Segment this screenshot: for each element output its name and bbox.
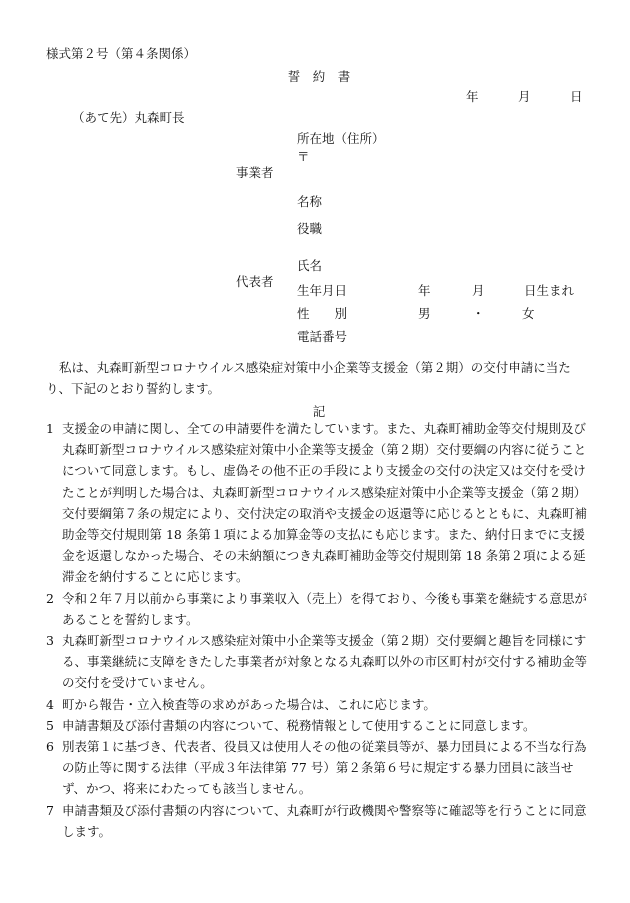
date-month-label: 月 [518, 89, 531, 104]
sex-label: 性 別 [297, 306, 348, 321]
ki-heading: 記 [312, 404, 326, 419]
pledge-number: 7 [46, 802, 54, 818]
pledge-text: 町から報告・立入検査等の求めがあった場合は、これに応じます。 [62, 696, 436, 712]
pledge-text: 申請書類及び添付書類の内容について、丸森町が行政機関や警察等に確認等を行うことに同意します。 [62, 802, 587, 839]
company-name-label: 名称 [297, 194, 323, 209]
position-label: 役職 [297, 221, 323, 236]
intro-paragraph: 私は、丸森町新型コロナウイルス感染症対策中小企業等支援金（第２期）の交付申請に当たり、下記のとおり誓約します。 [46, 360, 571, 396]
birth-month-label: 月 [472, 283, 485, 298]
pledge-text: 申請書類及び添付書類の内容について、税務情報として使用することに同意します。 [62, 717, 536, 733]
representative-label: 代表者 [236, 274, 274, 289]
pledge-item [46, 800, 591, 842]
birthdate-label: 生年月日 [297, 283, 348, 298]
address-label: 所在地（住所） [297, 131, 385, 146]
pledge-number: 2 [46, 590, 54, 606]
pledge-number: 1 [46, 421, 54, 436]
pledge-item [46, 588, 591, 630]
pledge-number: 5 [46, 717, 54, 733]
sex-separator: ・ [472, 306, 485, 321]
pledge-item [46, 630, 591, 694]
pledge-list [46, 418, 591, 842]
document-title: 誓 約 書 [287, 69, 351, 84]
phone-label: 電話番号 [297, 329, 348, 344]
rep-name-label: 氏名 [297, 258, 323, 273]
sex-male: 男 [418, 306, 431, 321]
pledge-number: 6 [46, 739, 54, 755]
date-day-label: 日 [570, 89, 583, 104]
pledge-text: 丸森町新型コロナウイルス感染症対策中小企業等支援金（第２期）交付要綱と趣旨を同様にする、事業継続に支障をきたした事業者が対象となる丸森町以外の市区町村が交付する補助金等の交付を受けていません。 [62, 633, 588, 691]
addressee: （あて先）丸森町長 [72, 110, 185, 125]
pledge-number: 4 [46, 696, 54, 712]
pledge-item [46, 715, 591, 736]
pledge-number: 3 [46, 633, 54, 649]
form-label: 様式第２号（第４条関係） [46, 46, 197, 61]
pledge-text: 令和２年７月以前から事業により事業収入（売上）を得ており、今後も事業を継続する意思があることを誓約します。 [62, 590, 588, 627]
pledge-text: 支援金の申請に関し、全ての申請要件を満たしています。また、丸森町補助金等交付規則及び丸森町新型コロナウイルス感染症対策中小企業等支援金（第２期）交付要綱の内容に従うことについて同意します。もし、虚偽その他不正の手段により支援金の交付の決定又は交付を受けたことが判明した場合は、丸森町新型コロナウイルス感染症対策中小企業等支援金（第２期）交付要綱第７条の規定により、交付決定の取消や支援金の返還等に応じるとともに、丸森町補助金等交付規則第 18 条第１項による加算金等の支払にも応じます。また、納付日までに支援金を返還しなかった場合、その未納額につき丸森町補助金等交付規則第 18 条第２項による延滞金を納付することに応じます。 [62, 421, 588, 585]
business-label: 事業者 [236, 165, 274, 180]
date-year-label: 年 [466, 89, 479, 104]
birth-day-label: 日生まれ [524, 283, 575, 298]
pledge-text: 別表第１に基づき、代表者、役員又は使用人その他の従業員等が、暴力団員による不当な行為の防止等に関する法律（平成３年法律第 77 号）第２条第６号に規定する暴力団員に該当せず、かつ、将来にわたっても該当しません。 [62, 739, 587, 797]
postal-mark: 〒 [297, 149, 310, 164]
sex-female: 女 [522, 306, 535, 321]
pledge-item [46, 736, 591, 800]
pledge-item [46, 418, 591, 588]
birth-year-label: 年 [418, 283, 431, 298]
pledge-item [46, 694, 591, 715]
